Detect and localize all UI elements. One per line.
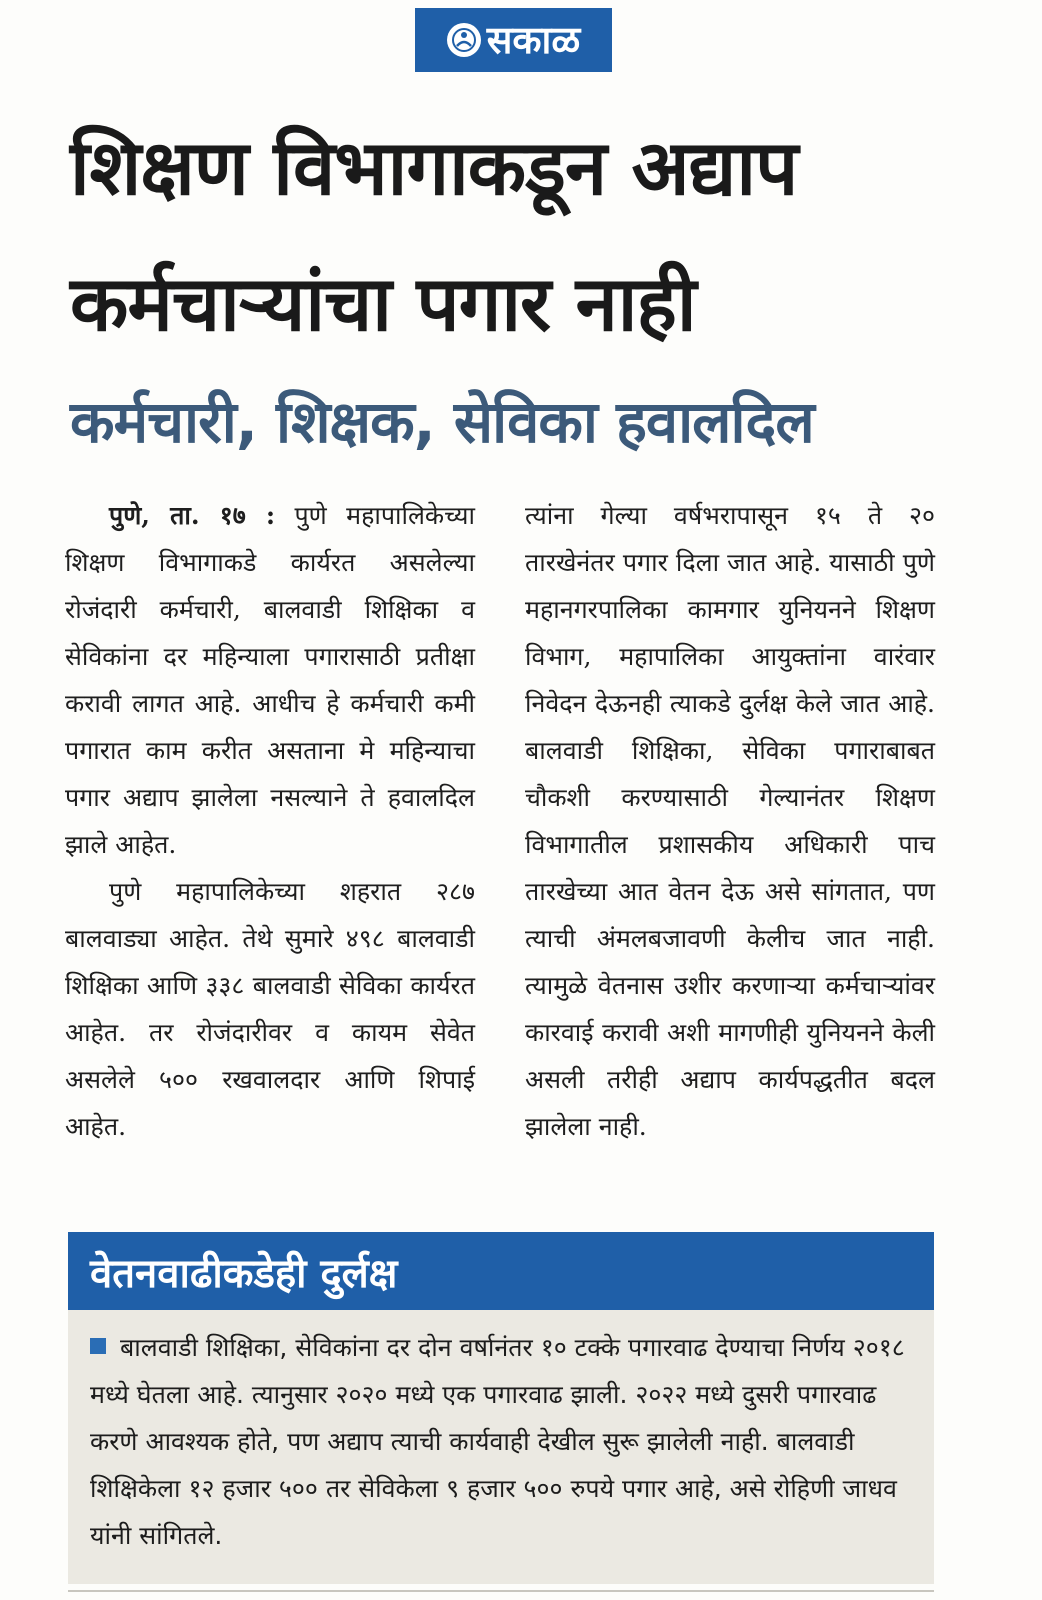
sakal-logo-icon [447,23,481,57]
sidebar-box-header [68,1232,934,1310]
paragraph-text: पुणे महापालिकेच्या शिक्षण विभागाकडे कार्यरत असलेल्या रोजंदारी कर्मचारी, बालवाडी शिक्षिका व सेविकांना दर महिन्याला पगारासाठी प्रतीक्षा करावी लागत आहे. आधीच हे कर्मचारी कमी पगारात काम करीत असताना मे महिन्याचा पगार अद्याप झालेला नसल्याने ते हवालदिल झाले आहेत. [65,501,475,859]
square-bullet-icon [90,1338,106,1354]
sidebar-box-body [90,1324,920,1559]
article-column-left [65,492,475,1150]
article-paragraph [65,492,475,868]
headline-line-2: कर्मचाऱ्यांचा पगार नाही [70,259,696,348]
article-column-right [525,492,935,1150]
sidebar-box [68,1232,934,1584]
sidebar-box-text: बालवाडी शिक्षिका, सेविकांना दर दोन वर्षानंतर १० टक्के पगारवाढ देण्याचा निर्णय २०१८ मध्ये घेतला आहे. त्यानुसार २०२० मध्ये एक पगारवाढ झाली. २०२२ मध्ये दुसरी पगारवाढ करणे आवश्यक होते, पण अद्याप त्याची कार्यवाही देखील सुरू झालेली नाही. बालवाडी शिक्षिकेला १२ हजार ५०० तर सेविकेला ९ हजार ५०० रुपये पगार आहे, असे रोहिणी जाधव यांनी सांगितले. [90,1333,905,1550]
headline [70,100,970,372]
article-paragraph: पुणे महापालिकेच्या शहरात २८७ बालवाड्या आहेत. तेथे सुमारे ४९८ बालवाडी शिक्षिका आणि ३३८ बालवाडी सेविका कार्यरत आहेत. तर रोजंदारीवर व कायम सेवेत असलेले ५०० रखवालदार आणि शिपाई आहेत. [65,877,475,1141]
sidebar-box-title: वेतनवाढीकडेही दुर्लक्ष [90,1250,398,1297]
headline-line-1: शिक्षण विभागाकडून अद्याप [70,123,798,212]
masthead [415,8,612,72]
article-paragraph: त्यांना गेल्या वर्षभरापासून १५ ते २० तारखेनंतर पगार दिला जात आहे. यासाठी पुणे महानगरपालिका कामगार युनियनने शिक्षण विभाग, महापालिका आयुक्तांना वारंवार निवेदन देऊनही त्याकडे दुर्लक्ष केले जात आहे. बालवाडी शिक्षिका, सेविका पगाराबाबत चौकशी करण्यासाठी गेल्यानंतर शिक्षण विभागातील प्रशासकीय अधिकारी पाच तारखेच्या आत वेतन देऊ असे सांगतात, पण त्याची अंमलबजावणी केलीच जात नाही. त्यामुळे वेतनास उशीर करणाऱ्या कर्मचाऱ्यांवर कारवाई करावी अशी मागणीही युनियनने केली असली तरीही अद्याप कार्यपद्धतीत बदल झालेला नाही. [525,501,935,1141]
dateline: पुणे, ता. १७ : [109,501,276,530]
masthead-brand: सकाळ [486,18,581,62]
subheadline: कर्मचारी, शिक्षक, सेविका हवालदिल [70,388,814,456]
bottom-divider [68,1590,934,1592]
